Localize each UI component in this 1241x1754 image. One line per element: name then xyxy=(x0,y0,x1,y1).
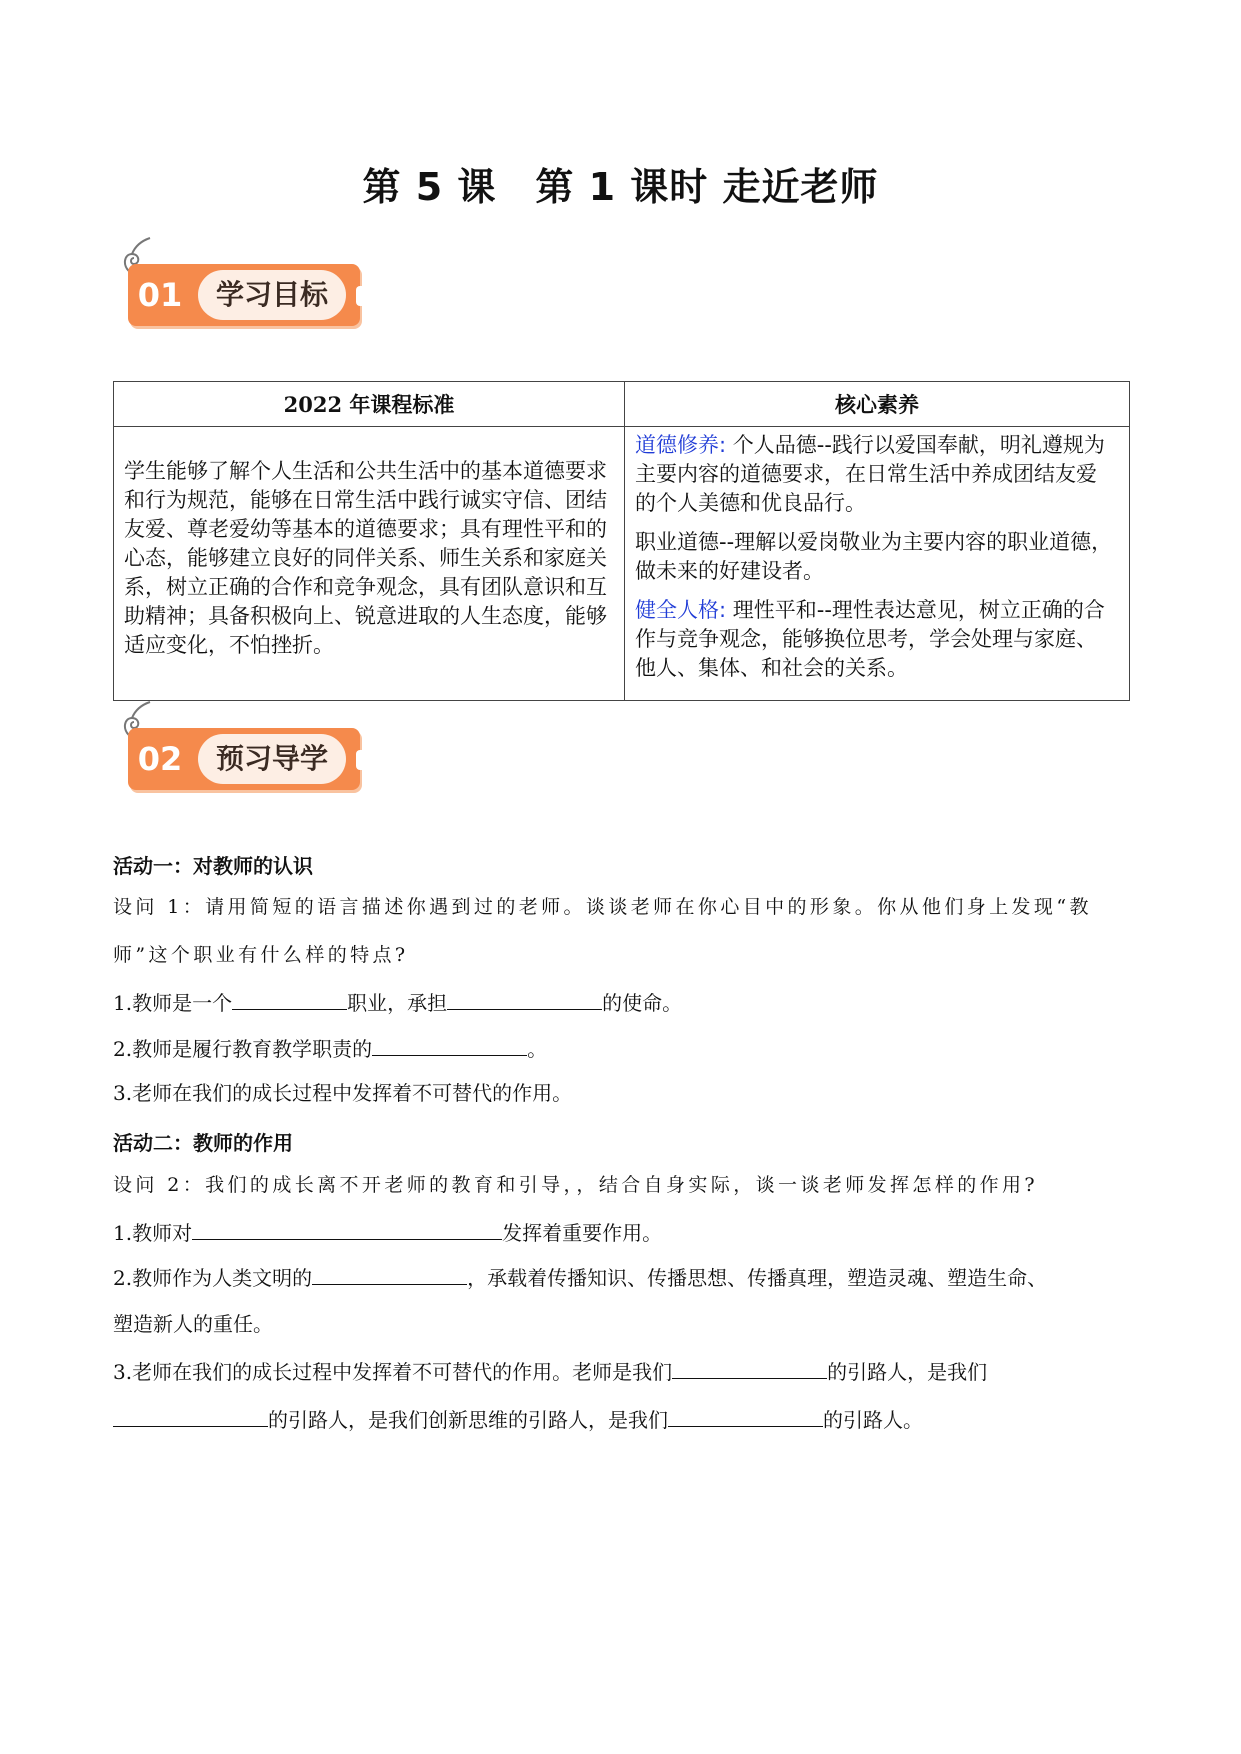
activity1-question-line1: 设问 1：请用简短的语言描述你遇到过的老师。谈谈老师在你心目中的形象。你从他们身上发现“教 xyxy=(113,896,1092,918)
blank-field[interactable] xyxy=(672,1356,827,1379)
activity2-item2: 2.教师作为人类文明的 ，承载着传播知识、传播思想、传播真理，塑造灵魂、塑造生命、 xyxy=(113,1262,1133,1292)
badge-number: 02 xyxy=(137,740,183,778)
badge-label: 学习目标 xyxy=(198,270,346,320)
section-badge-learning-goals xyxy=(128,256,364,326)
activity2-item2-cont: 塑造新人的重任。 xyxy=(113,1312,273,1336)
core-literacy-text: 道德修养: 个人品德--践行以爱国奉献，明礼遵规为主要内容的道德要求，在日常生活中养成团结友爱的个人美德和优良品行。 职业道德--理解以爱岗敬业为主要内容的职业道德，做未来的好建设者。 健全人格: 理性平和--理性表达意见，树立正确的合作与竞争观念，能够换位思考，学会处理与家庭、他人、集体、和社会的关系。 xyxy=(625,427,1130,701)
blank-field[interactable] xyxy=(192,1217,502,1240)
activity1-question-line2: 师”这个职业有什么样的特点? xyxy=(113,944,409,966)
blank-field[interactable] xyxy=(312,1262,467,1285)
page-title: 第 5 课 第 1 课时 走近老师 xyxy=(362,165,879,209)
table-header-standard: 2022 年课程标准 xyxy=(114,382,625,427)
activity2-heading: 活动二：教师的作用 xyxy=(113,1131,293,1155)
blank-field[interactable] xyxy=(113,1404,268,1427)
activity2-item3: 3.老师在我们的成长过程中发挥着不可替代的作用。老师是我们 的引路人，是我们 xyxy=(113,1356,1133,1386)
activity1-item1: 1.教师是一个 职业，承担 的使命。 xyxy=(113,987,1133,1017)
curriculum-table xyxy=(113,381,1130,701)
activity2-item1: 1.教师对 发挥着重要作用。 xyxy=(113,1217,1133,1247)
badge-label: 预习导学 xyxy=(198,734,346,784)
section-badge-preview xyxy=(128,720,364,790)
activity2-item3-cont: 的引路人，是我们创新思维的引路人，是我们 的引路人。 xyxy=(113,1404,1133,1434)
activity2-question: 设问 2：我们的成长离不开老师的教育和引导，，结合自身实际，谈一谈老师发挥怎样的作用? xyxy=(113,1174,1039,1196)
blank-field[interactable] xyxy=(447,987,602,1010)
moral-cultivation-key: 道德修养: xyxy=(635,433,727,457)
table-header-core-literacy: 核心素养 xyxy=(625,382,1130,427)
activity1-item2: 2.教师是履行教育教学职责的 。 xyxy=(113,1033,1133,1063)
standard-text: 学生能够了解个人生活和公共生活中的基本道德要求和行为规范，能够在日常生活中践行诚实守信、团结友爱、尊老爱幼等基本的道德要求；具有理性平和的心态，能够建立良好的同伴关系、师生关系和家庭关系，树立正确的合作和竞争观念，具有团队意识和互助精神；具备积极向上、锐意进取的人生态度，能够适应变化，不怕挫折。 xyxy=(114,427,625,701)
activity1-heading: 活动一：对教师的认识 xyxy=(113,854,313,878)
sound-personality-key: 健全人格: xyxy=(635,598,727,622)
activity1-item3: 3.老师在我们的成长过程中发挥着不可替代的作用。 xyxy=(113,1081,573,1105)
blank-field[interactable] xyxy=(232,987,347,1010)
blank-field[interactable] xyxy=(372,1033,527,1056)
blank-field[interactable] xyxy=(668,1404,823,1427)
badge-number: 01 xyxy=(137,276,183,314)
